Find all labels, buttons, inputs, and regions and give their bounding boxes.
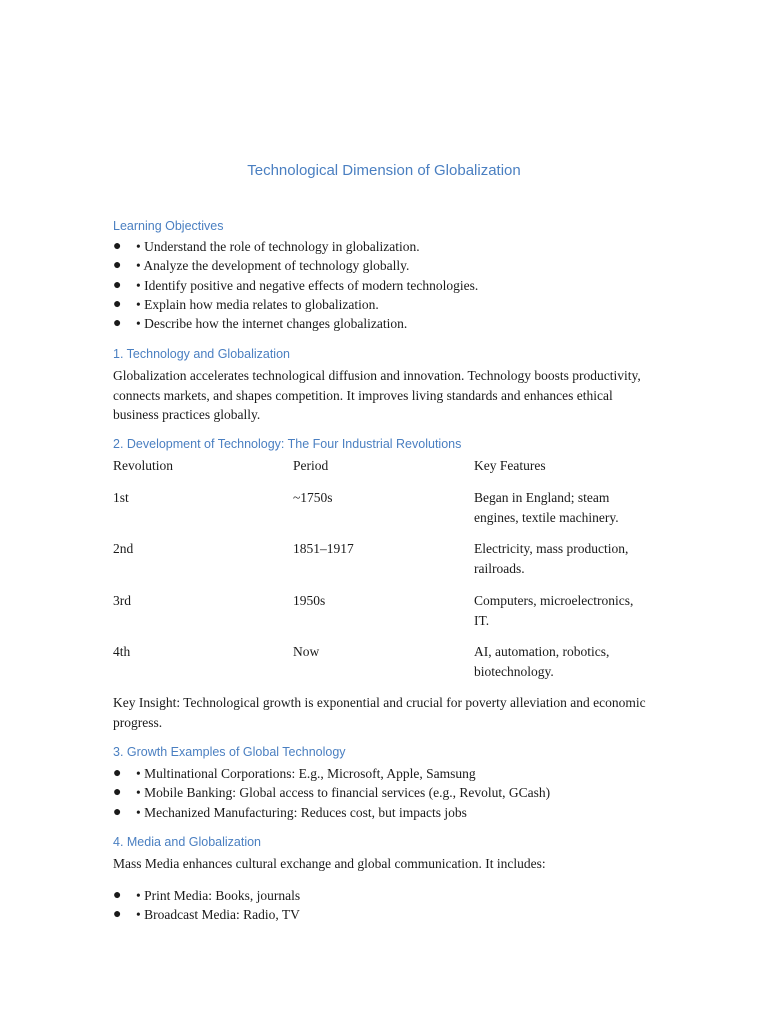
bullet-icon: ● <box>113 907 122 923</box>
list-item: ● • Understand the role of technology in globalization. <box>113 237 478 256</box>
list-item: ● • Identify positive and negative effects of modern technologies. <box>113 276 478 295</box>
bullet-icon: ● <box>113 239 122 254</box>
media-list <box>113 886 300 925</box>
section2-heading: 2. Development of Technology: The Four Industrial Revolutions <box>113 437 462 451</box>
table-header-revolution: Revolution <box>113 458 173 473</box>
bullet-icon: ● <box>113 888 122 903</box>
table-cell: 1851–1917 <box>293 541 354 556</box>
section4-body: Mass Media enhances cultural exchange and global communication. It includes: <box>113 856 546 871</box>
section1-body: Globalization accelerates technological diffusion and innovation. Technology boosts productivity, connects markets, and shapes competition. It improves living standards and enhances ethical business practices globally. <box>113 368 641 422</box>
list-item: ● • Print Media: Books, journals <box>113 886 300 905</box>
bullet-icon: ● <box>113 258 122 274</box>
table-cell: 2nd <box>113 541 134 556</box>
list-item: ● • Analyze the development of technology globally. <box>113 256 478 275</box>
table-cell: Electricity, mass production, railroads. <box>474 541 629 576</box>
bullet-icon: ● <box>113 277 122 293</box>
table-header-period: Period <box>293 458 329 473</box>
objectives-heading: Learning Objectives <box>113 219 224 233</box>
table-cell: 4th <box>113 644 131 659</box>
objectives-list <box>113 237 478 333</box>
section1-heading: 1. Technology and Globalization <box>113 347 290 361</box>
table-cell: 1st <box>113 490 129 505</box>
growth-examples-list <box>113 764 550 822</box>
list-item: ● • Multinational Corporations: E.g., Microsoft, Apple, Samsung <box>113 764 550 783</box>
table-header-features: Key Features <box>474 458 546 473</box>
bullet-icon: ● <box>113 766 122 781</box>
list-item: ● • Explain how media relates to globalization. <box>113 295 478 314</box>
table-cell: 3rd <box>113 593 131 608</box>
list-item: ● • Mobile Banking: Global access to financial services (e.g., Revolut, GCash) <box>113 783 550 802</box>
table-cell: Began in England; steam engines, textile machinery. <box>474 490 619 525</box>
table-cell: ~1750s <box>293 490 333 505</box>
table-cell: Now <box>293 644 320 659</box>
list-item: ● • Broadcast Media: Radio, TV <box>113 905 300 924</box>
table-cell: Computers, microelectronics, IT. <box>474 593 634 628</box>
list-item: ● • Mechanized Manufacturing: Reduces cost, but impacts jobs <box>113 803 550 822</box>
bullet-icon: ● <box>113 316 122 332</box>
bullet-icon: ● <box>113 785 122 801</box>
bullet-icon: ● <box>113 296 122 312</box>
bullet-icon: ● <box>113 804 122 820</box>
table-cell: AI, automation, robotics, biotechnology. <box>474 644 610 679</box>
key-insight: Key Insight: Technological growth is exponential and crucial for poverty alleviation and economic progress. <box>113 695 646 730</box>
section3-heading: 3. Growth Examples of Global Technology <box>113 745 346 759</box>
list-item: ● • Describe how the internet changes globalization. <box>113 314 478 333</box>
section4-heading: 4. Media and Globalization <box>113 835 262 849</box>
document-title: Technological Dimension of Globalization <box>247 162 521 179</box>
table-cell: 1950s <box>293 593 326 608</box>
